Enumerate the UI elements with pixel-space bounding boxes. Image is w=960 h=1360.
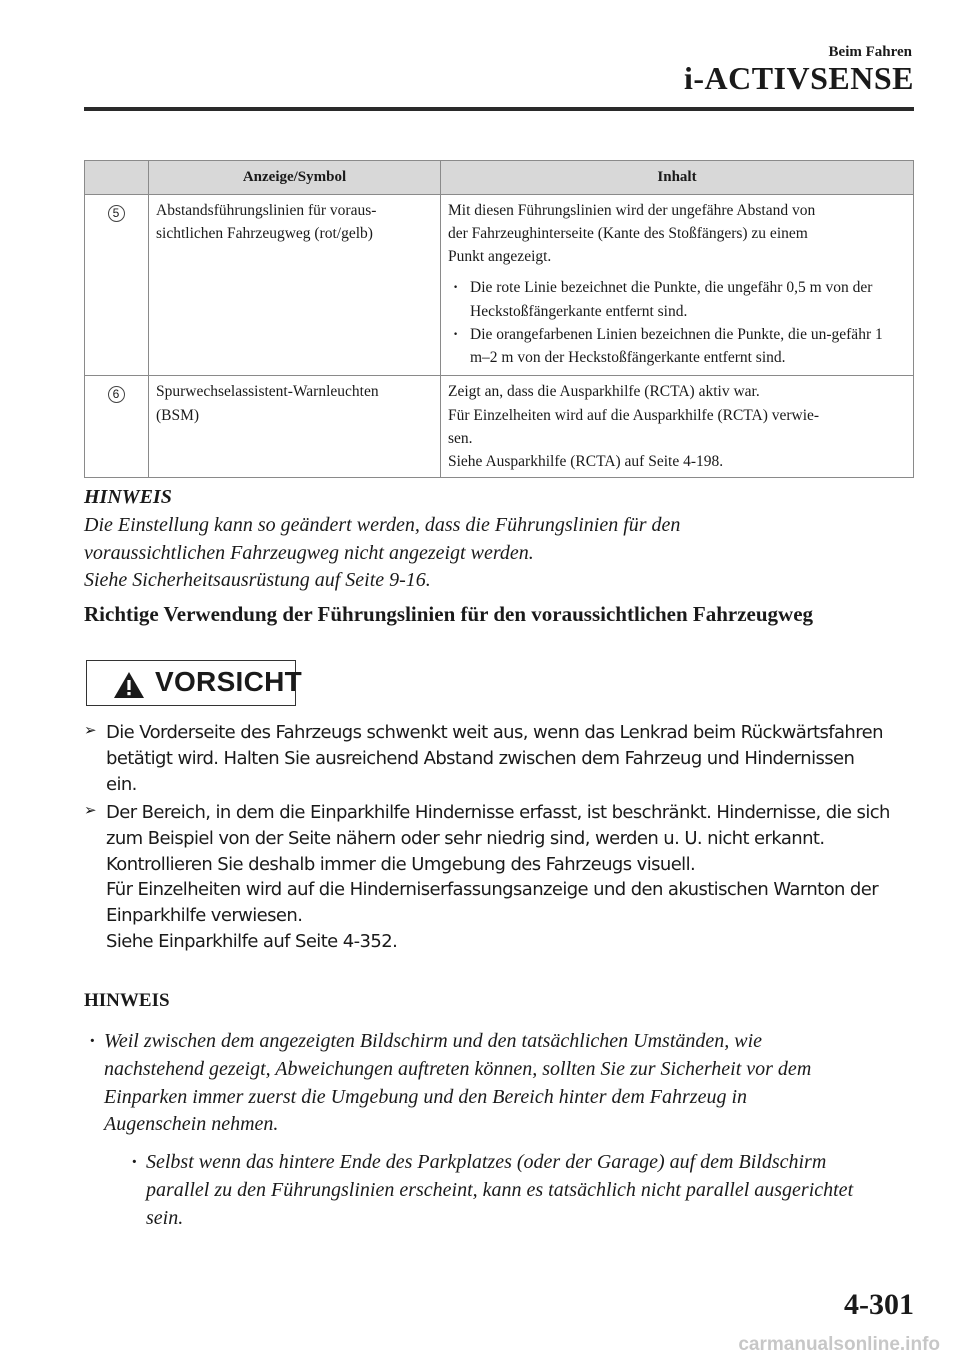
column-header-number xyxy=(85,161,149,195)
note-line: voraussichtlichen Fahrzeugweg nicht angezeigt werden. xyxy=(84,541,534,564)
note-line: · Weil zwischen dem angezeigten Bildschirm und den tatsächlichen Umständen, wie xyxy=(104,1030,763,1052)
caution-line: Für Einzelheiten wird auf die Hinderniserfassungsanzeige und den akustischen Warnton der xyxy=(106,879,879,901)
circled-number: 5 xyxy=(108,205,125,222)
caution-line: zum Beispiel von der Seite nähern oder sehr niedrig sind, werden u. U. nicht erkannt. xyxy=(106,827,825,849)
list-item xyxy=(126,1149,924,1232)
header-section: Beim Fahren xyxy=(828,44,912,60)
column-header-symbol: Anzeige/Symbol xyxy=(149,161,441,195)
symbol-table xyxy=(84,160,914,478)
caution-line: ein. xyxy=(106,773,137,795)
symbol-line: Spurwechselassistent-Warnleuchten xyxy=(156,383,379,401)
content-cell xyxy=(441,376,914,478)
section-heading: Richtige Verwendung der Führungslinien für den voraussichtlichen Fahrzeugweg xyxy=(84,602,814,626)
content-line: Punkt angezeigt. xyxy=(448,248,552,265)
table-row xyxy=(85,376,914,478)
content-line: Für Einzelheiten wird auf die Ausparkhilfe (RCTA) verwie- xyxy=(448,406,820,424)
note-line: parallel zu den Führungslinien erscheint, kann es tatsächlich nicht parallel ausgerichtet xyxy=(146,1178,854,1201)
header-rule xyxy=(84,107,914,111)
row-number-cell xyxy=(85,376,149,478)
row-number-cell xyxy=(85,194,149,376)
caution-label: VORSICHT xyxy=(155,666,303,697)
note-line: Augenschein nehmen. xyxy=(104,1113,279,1136)
caution-item xyxy=(84,720,924,798)
note-title: HINWEIS xyxy=(84,990,170,1011)
circled-number: 6 xyxy=(108,386,125,403)
symbol-line: sichtlichen Fahrzeugweg (rot/gelb) xyxy=(156,224,373,242)
caution-badge xyxy=(86,660,303,706)
caution-line: Siehe Einparkhilfe auf Seite 4-352. xyxy=(106,931,398,953)
content-line: der Fahrzeughinterseite (Kante des Stoßfängers) zu einem xyxy=(448,224,808,242)
column-header-content: Inhalt xyxy=(441,161,914,195)
page-number: 4-301 xyxy=(844,1288,914,1321)
note-line: Die Einstellung kann so geändert werden, dass die Führungslinien für den xyxy=(84,513,681,536)
list-item: · Die orangefarbenen Linien bezeichnen die Punkte, die un-gefähr 1 m–2 m von der Heckstoßfängerkante entfernt sind. xyxy=(448,323,905,370)
watermark: carmanualsonline.info xyxy=(738,1334,940,1355)
symbol-line: Abstandsführungslinien für voraus- xyxy=(156,201,377,219)
note-title: HINWEIS xyxy=(84,486,172,508)
note-hinweis-list xyxy=(84,1028,924,1233)
content-cell xyxy=(441,194,914,376)
note-line: sein. xyxy=(146,1206,184,1229)
list-item: · Die rote Linie bezeichnet die Punkte, die ungefähr 0,5 m von der Heckstoßfängerkante entfernt sind. xyxy=(448,276,905,323)
bullet-list xyxy=(448,276,905,369)
content-line: Zeigt an, dass die Ausparkhilfe (RCTA) aktiv war. xyxy=(448,383,760,401)
arrow-bullet-icon: ➢ xyxy=(84,721,96,739)
caution-line: Einparkhilfe verwiesen. xyxy=(106,905,303,927)
caution-item xyxy=(84,800,924,955)
caution-line: Kontrollieren Sie deshalb immer die Umgebung des Fahrzeugs visuell. xyxy=(106,853,696,875)
caution-line: betätigt wird. Halten Sie ausreichend Abstand zwischen dem Fahrzeug und Hindernissen xyxy=(106,747,855,769)
table-row xyxy=(85,194,914,376)
header-title: i-ACTIVSENSE xyxy=(683,60,914,96)
caution-list xyxy=(84,720,924,957)
note-line: Siehe Sicherheitsausrüstung auf Seite 9-16. xyxy=(84,569,431,592)
content-line: Mit diesen Führungslinien wird der ungefähre Abstand von xyxy=(448,201,816,219)
content-line: Siehe Ausparkhilfe (RCTA) auf Seite 4-198. xyxy=(448,453,724,470)
note-line: Einparken immer zuerst die Umgebung und den Bereich hinter dem Fahrzeug in xyxy=(104,1085,748,1108)
content-line: sen. xyxy=(448,429,473,447)
arrow-bullet-icon: ➢ xyxy=(84,800,96,819)
list-item xyxy=(84,1028,924,1233)
note-line: · Selbst wenn das hintere Ende des Parkplatzes (oder der Garage) auf dem Bildschirm xyxy=(146,1151,827,1174)
caution-line: Die Vorderseite des Fahrzeugs schwenkt weit aus, wenn das Lenkrad beim Rückwärtsfahren xyxy=(106,722,883,743)
warning-triangle-icon xyxy=(113,671,145,699)
note-line: nachstehend gezeigt, Abweichungen auftreten können, sollten Sie zur Sicherheit vor dem xyxy=(104,1057,812,1080)
caution-line: Der Bereich, in dem die Einparkhilfe Hindernisse erfasst, ist beschränkt. Hindernisse, die sich xyxy=(106,801,890,823)
symbol-cell xyxy=(149,194,441,376)
table-header-row xyxy=(85,161,914,195)
note-hinweis xyxy=(84,484,680,595)
symbol-cell xyxy=(149,376,441,478)
symbol-line: (BSM) xyxy=(156,406,200,424)
